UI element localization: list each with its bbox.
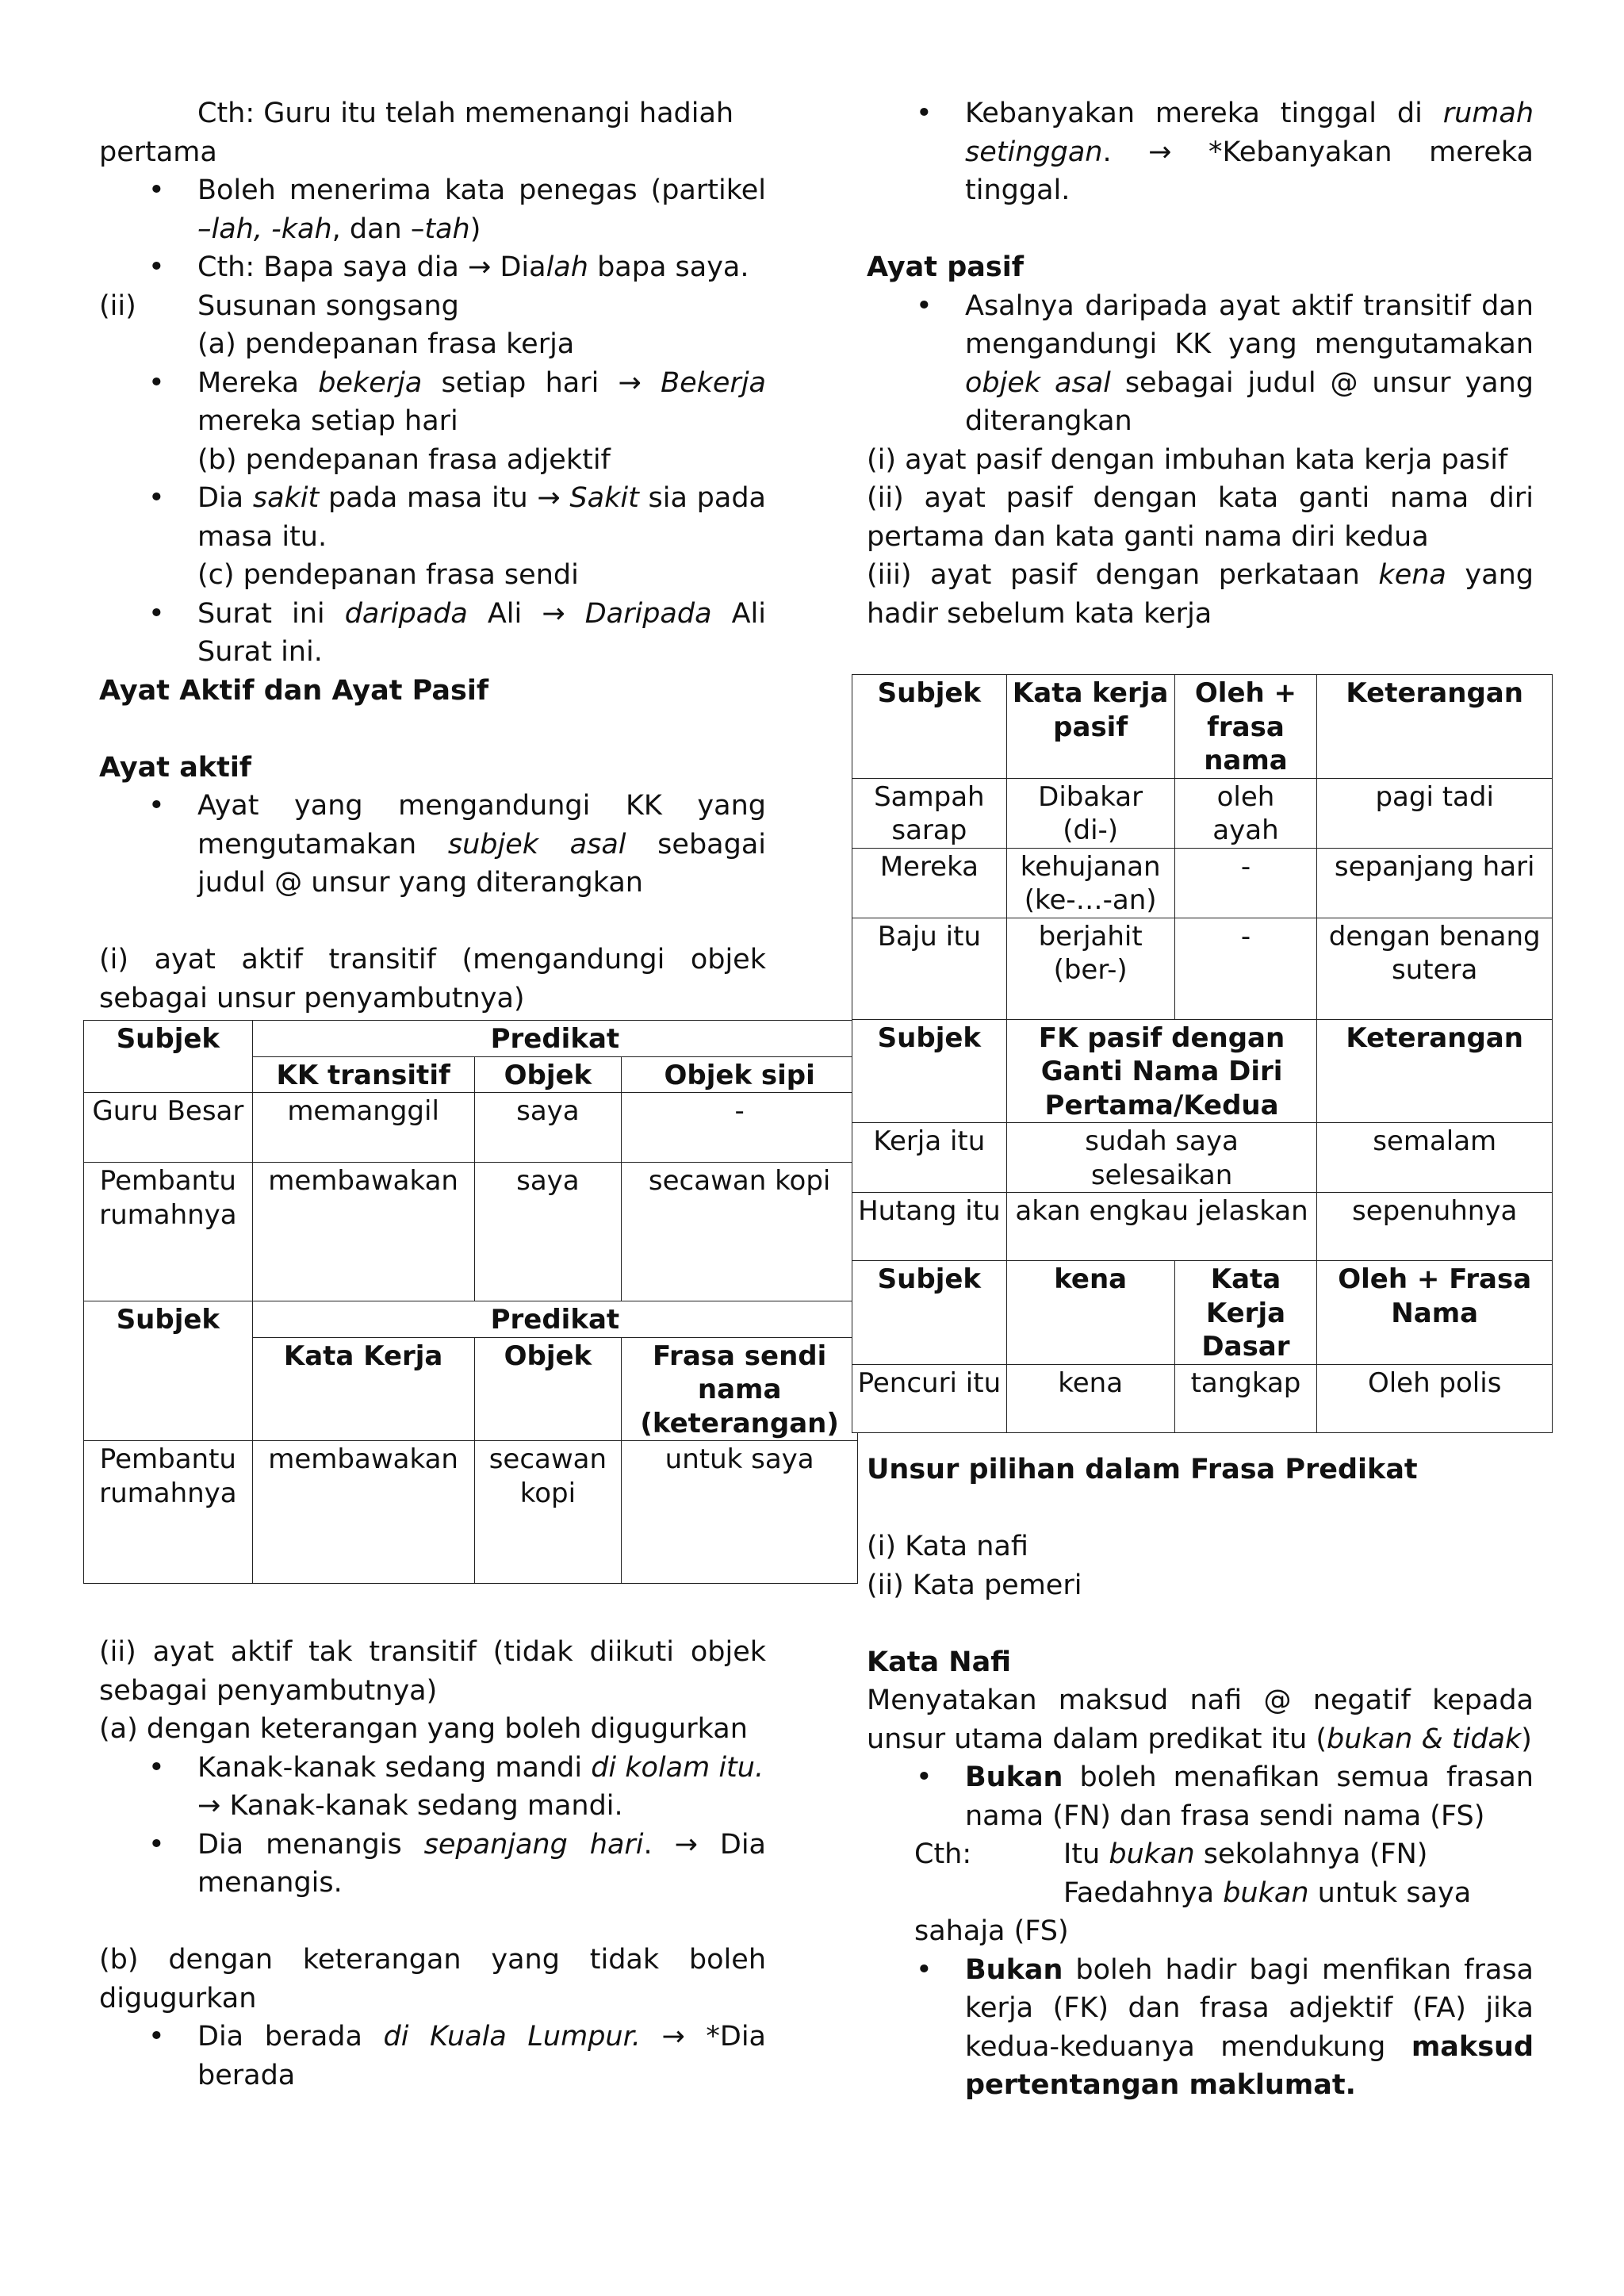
table-cell: membawakan	[252, 1441, 474, 1584]
list-item: • Boleh menerima kata penegas (partikel –lah, -kah, dan –tah)	[99, 171, 766, 248]
table-cell: Sampah sarap	[852, 778, 1007, 848]
bullet-list-bukan-2	[867, 1951, 1534, 2105]
table-row	[852, 848, 1553, 918]
table-row	[84, 1093, 858, 1163]
table-cell: saya	[474, 1163, 622, 1301]
table-ayat-aktif	[83, 1020, 858, 1584]
sub-label-c: (c) pendepanan frasa sendi	[197, 559, 579, 591]
heading-ayat-aktif: Ayat aktif	[99, 751, 252, 784]
header-keterangan-2: Keterangan	[1317, 1019, 1553, 1123]
bullet-list-tidak-digugurkan	[99, 2018, 766, 2095]
heading-unsur-pilihan: Unsur pilihan dalam Frasa Predikat	[867, 1454, 1418, 1485]
table-row	[852, 778, 1553, 848]
header-objek-2: Objek	[474, 1337, 622, 1441]
table-cell: saya	[474, 1093, 622, 1163]
sub-label-a: (a) pendepanan frasa kerja	[197, 328, 575, 360]
list-item: • Bukan boleh menafikan semua frasan nama (FN) dan frasa sendi nama (FS)	[867, 1758, 1534, 1835]
example-row-1: Cth: Itu bukan sekolahnya (FN)	[914, 1838, 1428, 1870]
paragraph-aktif-tak-transitif: (ii) ayat aktif tak transitif (tidak diikuti objek sebagai penyambutnya)	[99, 1636, 766, 1707]
bullet-list-a	[99, 364, 766, 441]
bullet-list-setinggan	[867, 94, 1534, 210]
heading-aktif-pasif: Ayat Aktif dan Ayat Pasif	[99, 674, 489, 707]
example-guru-line1: Cth: Guru itu telah memenangi hadiah	[197, 98, 734, 129]
table-cell: Dibakar (di-)	[1006, 778, 1174, 848]
bullet-list-aktif	[99, 787, 766, 903]
table-cell: Mereka	[852, 848, 1007, 918]
example-row-2: Faedahnya bukan untuk saya	[1063, 1876, 1472, 1909]
table-cell: memanggil	[252, 1093, 474, 1163]
header-objek-sipi: Objek sipi	[622, 1056, 858, 1093]
list-item: • Dia menangis sepanjang hari. → Dia menangis.	[99, 1826, 766, 1903]
table-cell: kena	[1006, 1364, 1174, 1432]
table-row	[852, 918, 1553, 1019]
sub-label-b: (b) pendepanan frasa adjektif	[197, 443, 611, 476]
list-item: • Ayat yang mengandungi KK yang mengutamakan subjek asal sebagai judul @ unsur yang diterangkan	[99, 787, 766, 903]
header-subjek: Subjek	[852, 675, 1007, 779]
paragraph-kata-nafi: Menyatakan maksud nafi @ negatif kepada unsur utama dalam predikat itu (bukan & tidak)	[867, 1685, 1534, 1755]
list-item: • Bukan boleh hadir bagi menfikan frasa kerja (FK) dan frasa adjektif (FA) jika kedua-keduanya mendukung maksud pertentangan maklumat.	[867, 1951, 1534, 2105]
table-cell: Kerja itu	[852, 1123, 1007, 1193]
table-cell: -	[622, 1093, 858, 1163]
header-kata-kerja: Kata Kerja	[252, 1337, 474, 1441]
list-item: • Kanak-kanak sedang mandi di kolam itu. → Kanak-kanak sedang mandi.	[99, 1749, 766, 1826]
table-cell: semalam	[1317, 1123, 1553, 1193]
table-row	[852, 1123, 1553, 1193]
list-item: • Cth: Bapa saya dia → Dialah bapa saya.	[99, 248, 766, 287]
paragraph-tidak-boleh-digugurkan: (b) dengan keterangan yang tidak boleh digugurkan	[99, 1944, 766, 2014]
table-cell: sepanjang hari	[1317, 848, 1553, 918]
table-cell: secawan kopi	[474, 1441, 622, 1584]
table-cell: Pembantu rumahnya	[84, 1163, 253, 1301]
table-cell: berjahit (ber-)	[1006, 918, 1174, 1019]
section-susunan-songsang: (ii) Susunan songsang	[99, 289, 459, 322]
header-oleh-frasa-nama: Oleh + frasa nama	[1174, 675, 1317, 779]
table-row	[84, 1163, 858, 1301]
bullet-list-bukan-1	[867, 1758, 1534, 1835]
heading-ayat-pasif: Ayat pasif	[867, 251, 1024, 283]
header-kk-transitif: KK transitif	[252, 1056, 474, 1093]
bullet-list-c	[99, 595, 766, 672]
header-oleh-frasa-nama-2: Oleh + Frasa Nama	[1317, 1261, 1553, 1365]
table-cell: kehujanan (ke-…-an)	[1006, 848, 1174, 918]
table-cell: -	[1174, 848, 1317, 918]
table-cell: membawakan	[252, 1163, 474, 1301]
paragraph-pasif-iii: (iii) ayat pasif dengan perkataan kena yang hadir sebelum kata kerja	[867, 559, 1534, 630]
header-objek: Objek	[474, 1056, 622, 1093]
example-guru-line2: pertama	[99, 136, 217, 168]
header-subjek: Subjek	[84, 1021, 253, 1093]
bullet-list-b	[99, 479, 766, 556]
table-cell: Baju itu	[852, 918, 1007, 1019]
table-cell: tangkap	[1174, 1364, 1317, 1432]
table-cell: secawan kopi	[622, 1163, 858, 1301]
header-subjek-2: Subjek	[852, 1019, 1007, 1123]
bullet-list-partikel	[99, 171, 766, 287]
table-cell: Pembantu rumahnya	[84, 1441, 253, 1584]
heading-kata-nafi: Kata Nafi	[867, 1646, 1012, 1678]
list-item: • Asalnya daripada ayat aktif transitif dan mengandungi KK yang mengutamakan objek asal sebagai judul @ unsur yang diterangkan	[867, 287, 1534, 441]
table-cell: sepenuhnya	[1317, 1193, 1553, 1261]
paragraph-pasif-ii: (ii) ayat pasif dengan kata ganti nama diri pertama dan kata ganti nama diri kedua	[867, 482, 1534, 553]
table-row	[852, 1364, 1553, 1432]
table-cell: Guru Besar	[84, 1093, 253, 1163]
header-predikat-2: Predikat	[252, 1301, 857, 1338]
list-item: • Dia sakit pada masa itu → Sakit sia pada masa itu.	[99, 479, 766, 556]
list-item: • Dia berada di Kuala Lumpur. → *Dia berada	[99, 2018, 766, 2095]
header-subjek-2: Subjek	[84, 1301, 253, 1441]
header-kata-kerja-dasar: Kata Kerja Dasar	[1174, 1261, 1317, 1365]
header-keterangan: Keterangan	[1317, 675, 1553, 779]
table-cell: dengan benang sutera	[1317, 918, 1553, 1019]
table-cell: Oleh polis	[1317, 1364, 1553, 1432]
header-predikat: Predikat	[252, 1021, 857, 1057]
table-cell: akan engkau jelaskan	[1006, 1193, 1317, 1261]
table-cell: sudah saya selesaikan	[1006, 1123, 1317, 1193]
table-ayat-pasif	[852, 674, 1553, 1433]
item-kata-nafi: (i) Kata nafi	[867, 1531, 1028, 1562]
header-subjek-3: Subjek	[852, 1261, 1007, 1365]
table-cell: Hutang itu	[852, 1193, 1007, 1261]
header-kata-kerja-pasif: Kata kerja pasif	[1006, 675, 1174, 779]
table-cell: -	[1174, 918, 1317, 1019]
paragraph-aktif-transitif: (i) ayat aktif transitif (mengandungi objek sebagai unsur penyambutnya)	[99, 944, 766, 1014]
table-row	[84, 1441, 858, 1584]
header-kena: kena	[1006, 1261, 1174, 1365]
table-cell: Pencuri itu	[852, 1364, 1007, 1432]
bullet-list-digugurkan	[99, 1749, 766, 1903]
table-row	[852, 1193, 1553, 1261]
table-cell: pagi tadi	[1317, 778, 1553, 848]
list-item: • Kebanyakan mereka tinggal di rumah setinggan. → *Kebanyakan mereka tinggal.	[867, 94, 1534, 210]
table-cell: untuk saya	[622, 1441, 858, 1584]
item-kata-pemeri: (ii) Kata pemeri	[867, 1569, 1082, 1601]
list-item: • Surat ini daripada Ali → Daripada Ali Surat ini.	[99, 595, 766, 672]
table-cell: oleh ayah	[1174, 778, 1317, 848]
header-fk-pasif: FK pasif dengan Ganti Nama Diri Pertama/Kedua	[1006, 1019, 1317, 1123]
bullet-list-pasif	[867, 287, 1534, 441]
example-row-2b: sahaja (FS)	[914, 1915, 1069, 1947]
list-item: • Mereka bekerja setiap hari → Bekerja mereka setiap hari	[99, 364, 766, 441]
paragraph-boleh-digugurkan: (a) dengan keterangan yang boleh digugurkan	[99, 1713, 748, 1745]
header-frasa-sendi-nama: Frasa sendi nama (keterangan)	[622, 1337, 858, 1441]
paragraph-pasif-i: (i) ayat pasif dengan imbuhan kata kerja pasif	[867, 443, 1508, 476]
